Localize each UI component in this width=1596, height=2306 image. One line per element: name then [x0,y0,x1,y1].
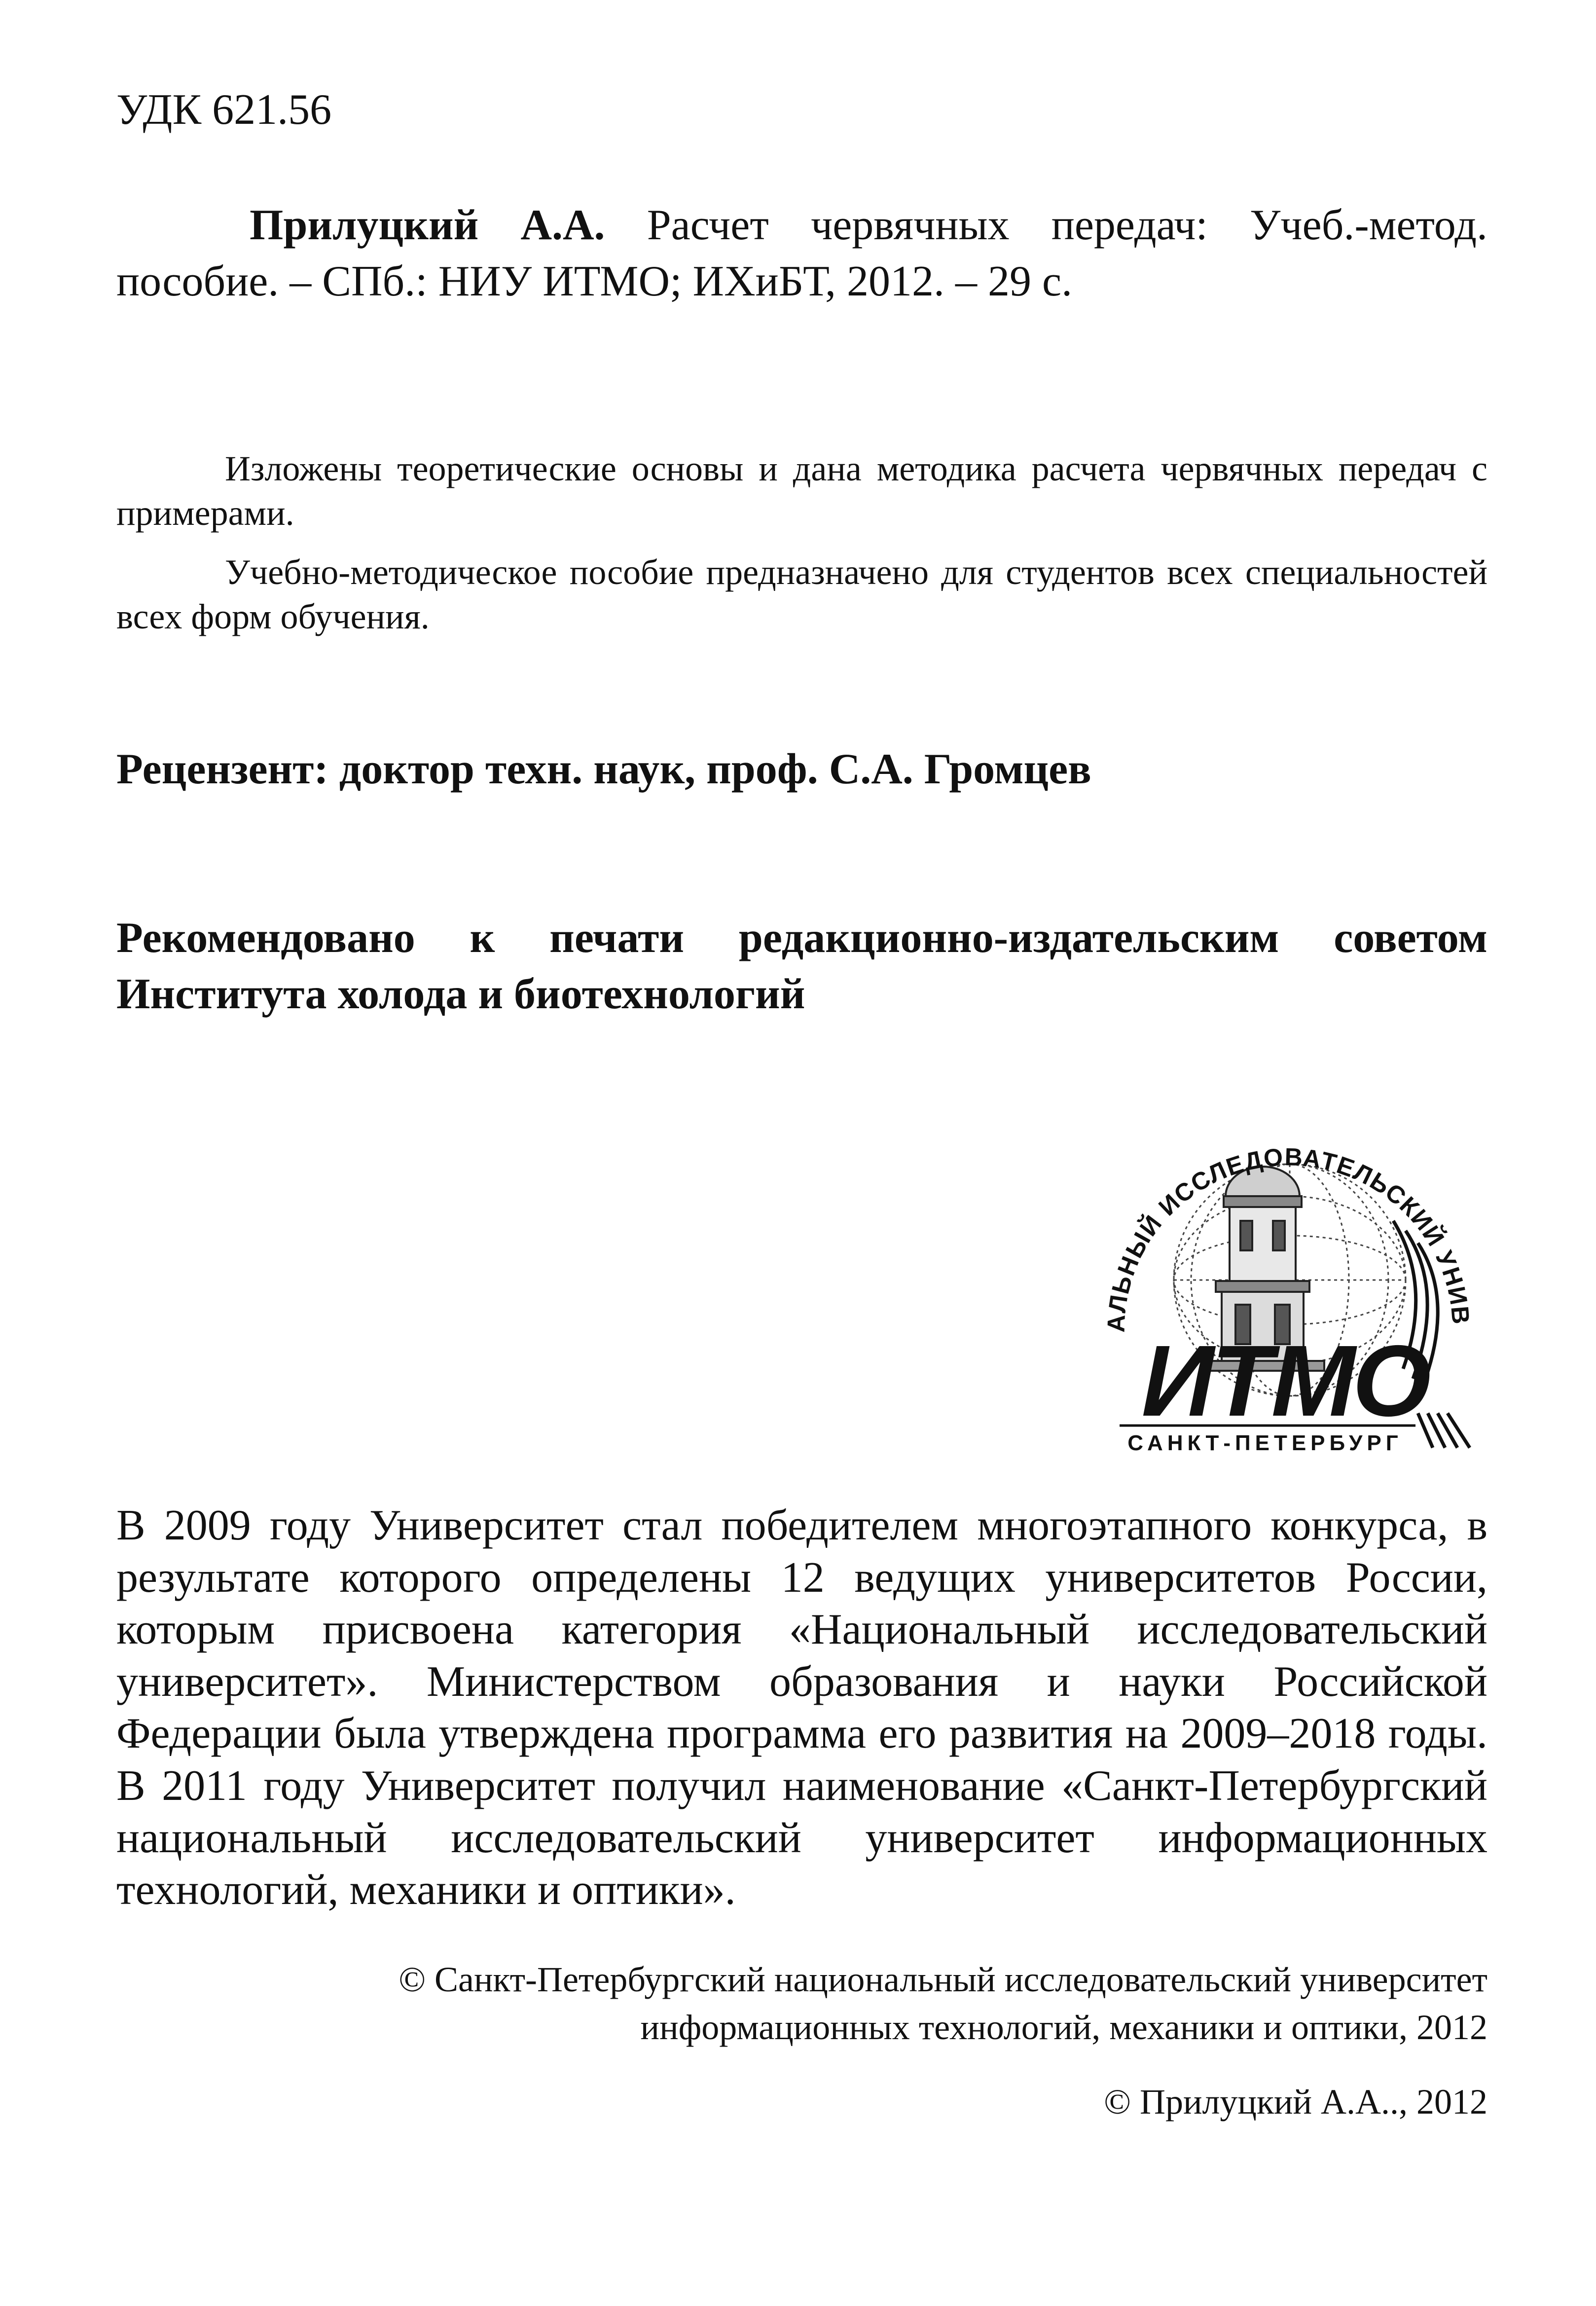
bibliographic-citation [116,197,1487,310]
abstract-paragraph: Учебно-методическое пособие предназначено для студентов всех специальностей всех форм обучения. [116,552,1487,636]
citation-details: Расчет червячных передач: Учеб.-метод. пособие. – СПб.: НИУ ИТМО; ИХиБТ, 2012. – 29 с. [116,201,1487,306]
copyright-university: © Санкт-Петербургский национальный исследовательский университет информационных технологий, механики и оптики, 2012 [399,1960,1487,2048]
university-history: В 2009 году Университет стал победителем многоэтапного конкурса, в результате которого определены 12 ведущих университетов России, которым присвоена категория «Национальный исследовательский университет». Министерством образования и науки Российской Федерации была утверждена программа его развития на 2009–2018 годы. В 2011 году Университет получил наименование «Санкт-Петербургский национальный исследовательский университет информационных технологий, механики и оптики». [116,1501,1487,1914]
logo-arc-textpath: АЛЬНЫЙ ИССЛЕДОВАТЕЛЬСКИЙ УНИВ [1102,1143,1475,1333]
logo-city: САНКТ-ПЕТЕРБУРГ [1127,1431,1403,1455]
copyright-author: © Прилуцкий А.А.., 2012 [1104,2082,1487,2122]
logo-wordmark: ИТМО [1141,1324,1428,1437]
reviewer-line: Рецензент: доктор техн. наук, проф. С.А. Громцев [116,745,1091,793]
abstract [116,446,1487,654]
abstract-paragraph: Изложены теоретические основы и дана методика расчета червячных передач с примерами. [116,449,1487,533]
udk-code: УДК 621.56 [116,86,332,134]
recommendation-line: Рекомендовано к печати редакционно-издательским советом Института холода и биотехнологий [116,914,1487,1019]
citation-author: Прилуцкий А.А. [250,201,605,249]
itmo-logo [1078,1073,1487,1458]
itmo-logo-graphic [1078,1073,1487,1458]
